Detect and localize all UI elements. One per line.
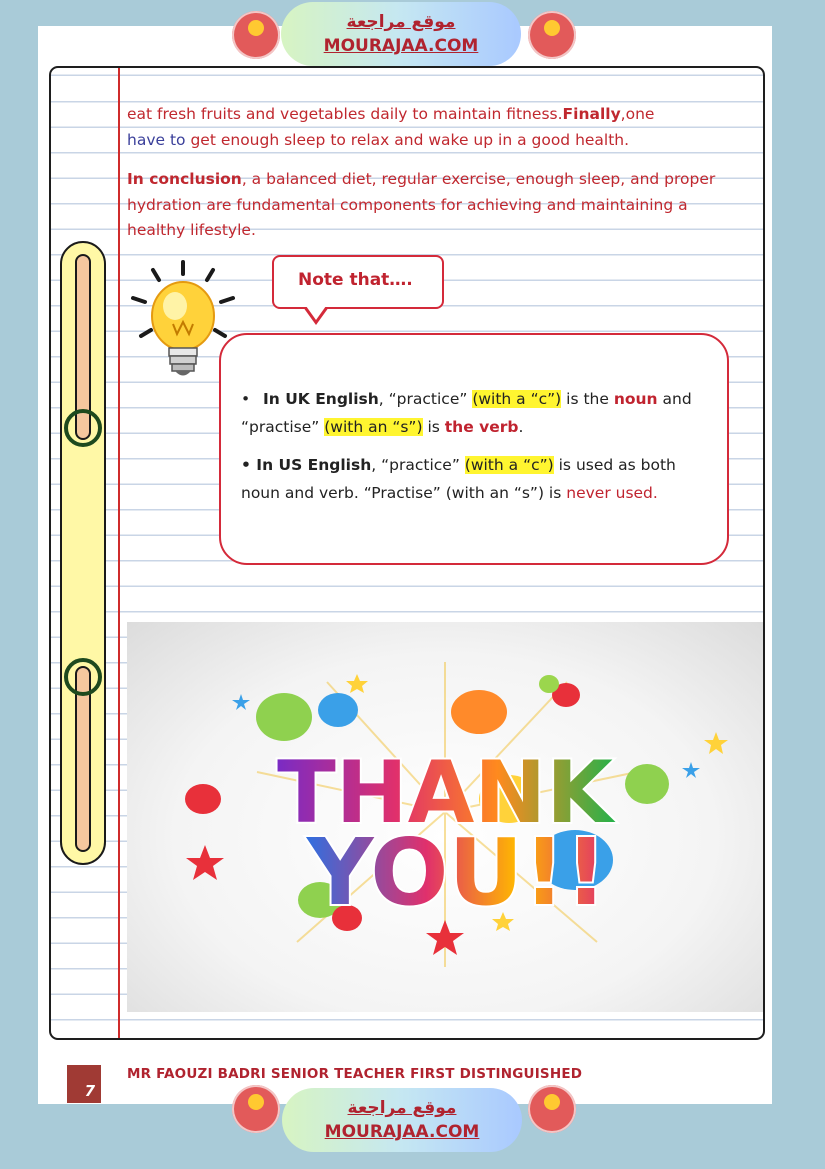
header-site-badge[interactable] [281,2,521,66]
logo-mark-icon [544,1094,560,1110]
page-number: 7 [67,1065,101,1103]
para2-text: , a balanced diet, regular exercise, enough sleep, and proper hydration are fundamental components for achieving and maintaining a healthy lifestyle. [127,170,716,239]
uk-text-4: is [422,418,445,436]
para1-finally: Finally [562,105,621,123]
us-text-1: , “practice” [371,456,465,474]
para1-text-e: get enough sleep to relax and wake up in a good health. [185,130,630,149]
uk-label: In UK English [263,390,379,408]
uk-text-1: , “practice” [378,390,473,408]
logo-mark-icon [248,20,264,36]
para1-text-c: ,one [620,105,655,123]
para1-text-a: eat fresh fruits and vegetables daily to maintain fitness. [127,105,563,123]
site-logo-left [232,11,280,59]
bullet: • [241,390,251,408]
uk-verb: the verb [444,418,519,436]
binder-ring-bottom [64,658,102,696]
thank-word: THANK [277,743,613,843]
thank-you-image [127,622,763,1012]
uk-noun: noun [613,390,658,408]
uk-highlight-c: (with a “c”) [472,390,562,408]
header-site-arabic: موقع مراجعة [346,12,456,32]
site-logo-right-footer [528,1085,576,1133]
para1-have-to: have to [127,130,186,149]
us-label: • In US English [241,456,372,474]
note-tail-fill [306,306,326,320]
us-english-note [241,451,711,507]
logo-mark-icon [544,20,560,36]
us-text-2: is used as both noun and verb. “Practise” (with an “s”) is [241,456,676,502]
uk-period: . [518,418,524,436]
paragraph-conclusion [127,167,717,244]
paragraph-fitness [127,102,717,153]
uk-english-note [241,385,711,441]
note-callout [272,255,444,309]
site-logo-left-footer [232,1085,280,1133]
us-never-used: never used. [566,484,658,502]
header-site-latin: MOURAJAA.COM [323,36,479,56]
logo-mark-icon [248,1094,264,1110]
us-highlight-c: (with a “c”) [464,456,554,474]
uk-text-2: is the [561,390,614,408]
margin-line [118,68,120,1038]
uk-highlight-s: (with an “s”) [324,418,423,436]
footer-site-latin: MOURAJAA.COM [324,1122,480,1142]
you-word: YOU!! [306,819,608,926]
author-footer: MR FAOUZI BADRI SENIOR TEACHER FIRST DISTINGUISHED [127,1066,583,1082]
thank-you-illustration [127,622,763,1012]
spelling-note-bubble [219,333,729,565]
binder-ring-top [64,409,102,447]
note-title: Note that…. [298,270,413,290]
site-logo-right [528,11,576,59]
uk-text-3: and “practise” [241,390,692,436]
footer-site-arabic: موقع مراجعة [347,1098,457,1118]
para2-in-conclusion: In conclusion [127,170,242,188]
footer-site-badge[interactable] [282,1088,522,1152]
